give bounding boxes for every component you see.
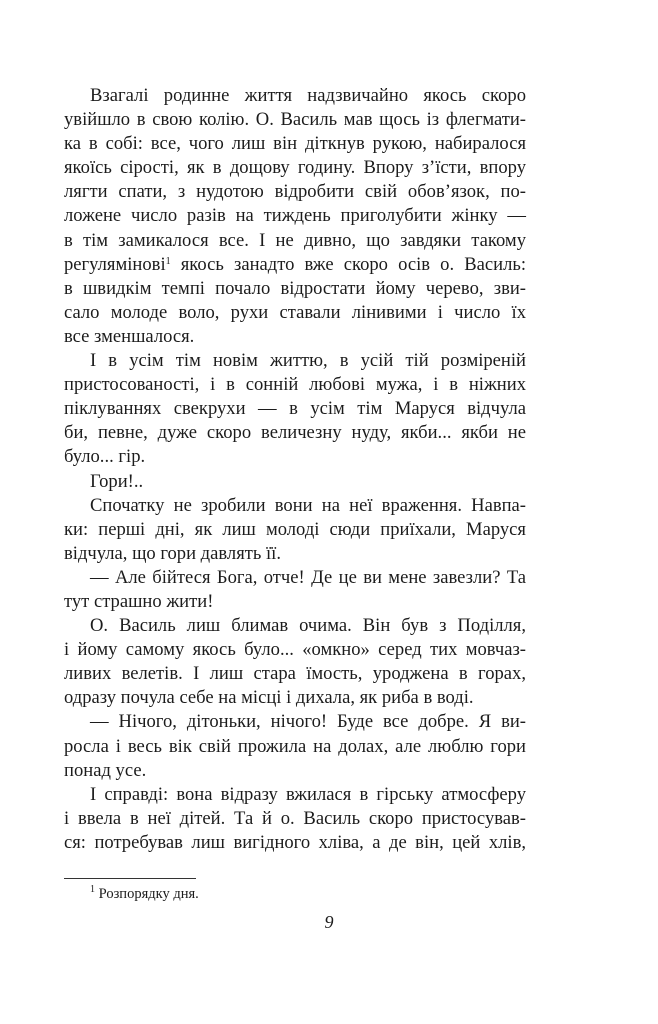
text-line <box>64 831 526 855</box>
text-line <box>64 566 526 590</box>
text-line <box>64 710 526 734</box>
text-line <box>64 445 526 469</box>
line-text: ливих велетів. І лиш стара їмость, уроджена в горах, <box>64 663 526 685</box>
footnote <box>90 884 199 904</box>
line-text: ки: перші дні, як лиш молоді сюди приїхали, Маруся <box>64 518 526 540</box>
line-text: якоїсь сірості, як в дощову годину. Впору з’їсти, впору <box>64 157 526 179</box>
text-line <box>64 783 526 807</box>
text-line <box>64 470 526 494</box>
line-text: і йому самому якось було... «омкно» серед тих мовчаз- <box>64 639 526 661</box>
body-text <box>64 84 526 855</box>
text-line <box>64 156 526 180</box>
text-line <box>64 518 526 542</box>
text-line <box>64 542 526 566</box>
line-text: пристосованості, і в сонній любові мужа, і в ніжних <box>64 374 526 396</box>
line-text-after: якось занадто вже скоро осів о. Василь: <box>170 253 526 275</box>
line-text: і ввела в неї дітей. Та й о. Василь скоро пристосував- <box>64 807 526 829</box>
line-text: одразу почула себе на місці і дихала, як риба в воді. <box>64 687 474 709</box>
line-text: ся: потребував лиш вигідного хліва, а де він, цей хлів, <box>64 831 526 853</box>
line-text: лягти спати, з нудотою відробити свій обов’язок, по- <box>64 181 526 203</box>
text-line <box>64 204 526 228</box>
text-line <box>64 84 526 108</box>
line-text: тут страшно жити! <box>64 590 214 612</box>
line-text: — Нічого, дітоньки, нічого! Буде все добре. Я ви- <box>90 711 526 733</box>
text-line <box>64 494 526 518</box>
text-line <box>64 735 526 759</box>
line-text: в швидкім темпі почало відростати йому черево, зви- <box>64 277 526 299</box>
line-text: — Але бійтеся Бога, отче! Де це ви мене завезли? Та <box>90 566 526 588</box>
line-text: І в усім тім новім життю, в усій тій розміреній <box>90 350 526 372</box>
line-text: Взагалі родинне життя надзвичайно якось скоро <box>90 85 526 106</box>
footnote-marker: 1 <box>90 884 95 895</box>
line-text: понад усе. <box>64 759 147 781</box>
text-line <box>64 349 526 373</box>
text-line <box>64 229 526 253</box>
line-text: все зменшалося. <box>64 325 195 347</box>
text-line <box>64 686 526 710</box>
text-line <box>64 325 526 349</box>
text-line <box>64 108 526 132</box>
line-text: ка в собі: все, чого лиш він діткнув рукою, набиралося <box>64 133 526 155</box>
text-line <box>64 373 526 397</box>
line-text: Спочатку не зробили вони на неї враження. Навпа- <box>90 494 526 516</box>
line-text: регулямінові <box>64 253 166 275</box>
text-line <box>64 180 526 204</box>
text-line <box>64 397 526 421</box>
line-text: увійшло в свою колію. О. Василь мав щось із флегмати- <box>64 109 526 131</box>
line-text: сало молоде воло, рухи ставали лінивими і число їх <box>64 301 526 323</box>
text-line <box>64 590 526 614</box>
footnote-text: Розпорядку дня. <box>98 886 199 902</box>
text-line <box>64 301 526 325</box>
text-line <box>64 759 526 783</box>
text-line <box>64 662 526 686</box>
footnote-ref: 1 <box>165 255 171 267</box>
text-line <box>64 638 526 662</box>
text-line <box>64 253 526 277</box>
line-text: Гори!.. <box>90 470 144 492</box>
line-text: ложене число разів на тиждень приголубити жінку — <box>64 205 526 227</box>
line-text: росла і весь вік свій прожила на долах, але люблю гори <box>64 735 526 757</box>
line-text: О. Василь лиш блимав очима. Він був з Поділля, <box>90 615 526 637</box>
text-line <box>64 277 526 301</box>
text-line <box>64 614 526 638</box>
line-text: І справді: вона відразу вжилася в гірську атмосферу <box>90 783 526 805</box>
line-text: було... гір. <box>64 446 146 468</box>
line-text: в тім замикалося все. І не дивно, що завдяки такому <box>64 229 526 251</box>
line-text: відчула, що гори давлять її. <box>64 542 281 564</box>
line-text: піклуваннях свекрухи — в усім тім Маруся відчула <box>64 398 526 420</box>
text-line <box>64 132 526 156</box>
page-number: 9 <box>324 912 334 932</box>
text-line <box>64 421 526 445</box>
footnote-rule <box>64 878 196 879</box>
line-text: би, певне, дуже скоро величезну нуду, якби... якби не <box>64 422 526 444</box>
text-line <box>64 807 526 831</box>
